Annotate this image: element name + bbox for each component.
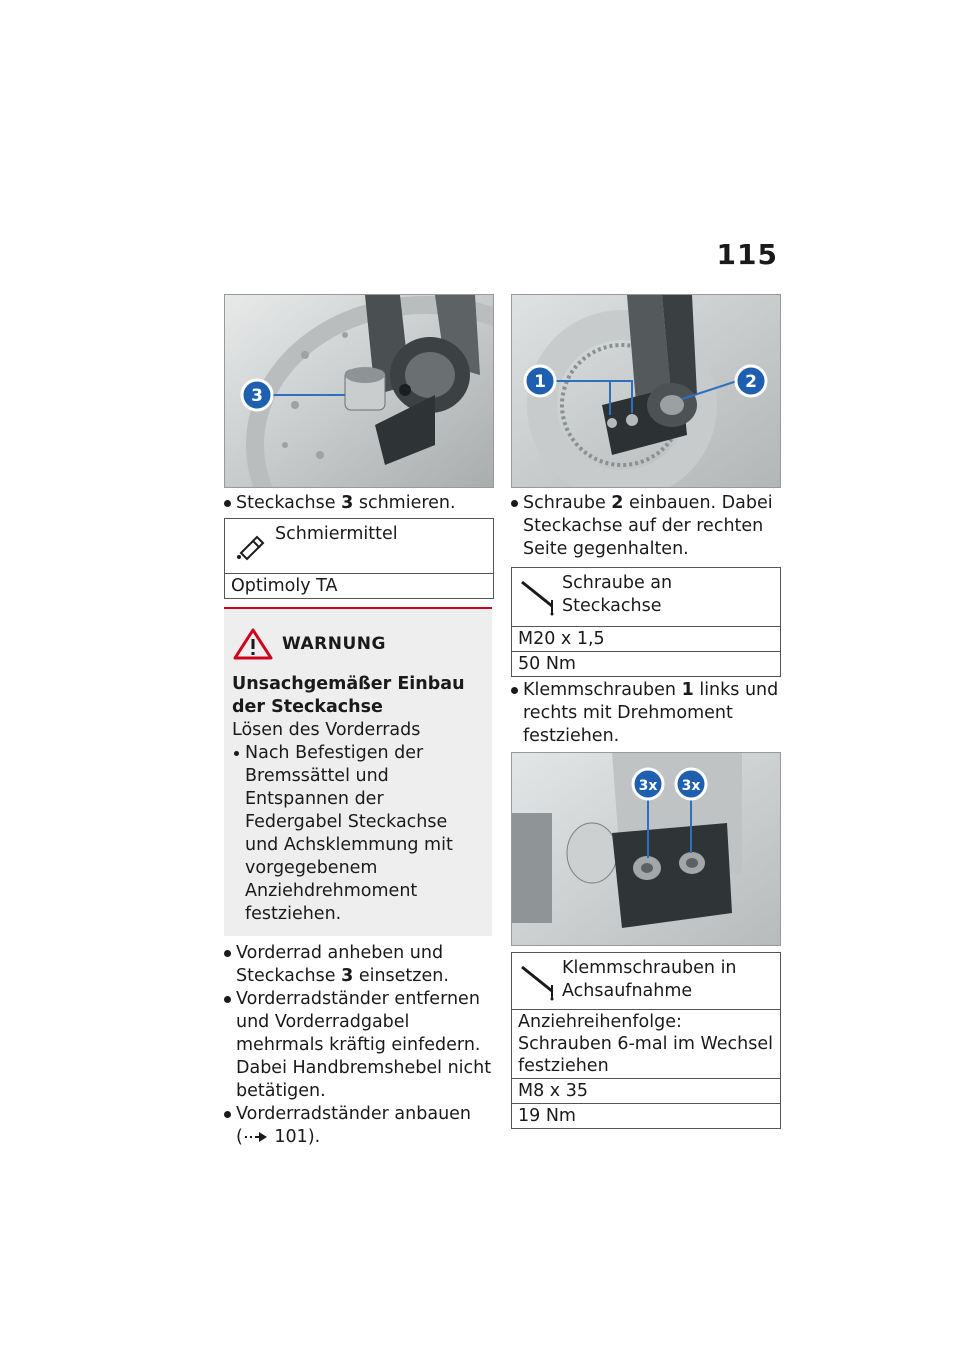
lubricant-header: Schmiermittel	[275, 524, 398, 544]
torque-table-axle-screw-size: M20 x 1,5	[512, 627, 780, 652]
warning-line: Lösen des Vorderrads	[232, 720, 421, 740]
warning-triangle-icon	[232, 627, 274, 661]
torque-table-clamp-size: M8 x 35	[512, 1079, 780, 1104]
step-tighten-clamp-screws: Klemmschrauben 1 links und rechts mit Drehmoment festziehen.	[511, 679, 779, 748]
torque-table-clamp-header: Klemmschrauben in Achsaufnahme	[562, 958, 737, 1001]
callout-1: 1	[534, 372, 546, 392]
page-reference-arrow-icon	[243, 1130, 269, 1144]
photo-clamp-screws	[511, 752, 781, 946]
step-remove-stand: Vorderradständer entfernen und Vorderradgabel mehrmals kräftig einfedern. Dabei Handbremshebel nicht betätigen.	[224, 988, 492, 1103]
callout-2: 2	[745, 372, 757, 392]
photo-axle-lubrication	[224, 294, 494, 488]
left-column	[224, 492, 492, 1149]
torque-table-axle-screw-header: Schraube an Steckachse	[562, 573, 673, 616]
torque-table-axle-screw	[511, 567, 781, 677]
torque-wrench-icon	[518, 576, 558, 616]
step-lubricate-axle: Steckachse 3 schmieren.	[224, 492, 492, 515]
callout-3x-right: 3x	[681, 778, 701, 794]
photo-axle-screws	[511, 294, 781, 488]
warning-title: WARNUNG	[282, 633, 386, 654]
lubricant-table	[224, 518, 494, 599]
warning-subtitle: Unsachgemäßer Einbau der Steckachse	[232, 674, 465, 717]
step-mount-stand: Vorderradständer anbauen ( 101).	[224, 1103, 492, 1149]
torque-table-clamp-screws	[511, 952, 781, 1129]
page-number: 115	[716, 238, 778, 271]
step-install-screw: Schraube 2 einbauen. Dabei Steckachse auf der rechten Seite gegenhalten.	[511, 492, 779, 561]
torque-wrench-icon	[518, 961, 558, 1001]
torque-table-axle-screw-torque: 50 Nm	[518, 654, 576, 674]
lubricant-icon	[231, 527, 271, 567]
right-column-bottom	[511, 952, 779, 1129]
torque-table-clamp-torque: 19 Nm	[518, 1106, 576, 1126]
right-column-top	[511, 492, 779, 748]
warning-box	[224, 607, 492, 936]
lubricant-value: Optimoly TA	[231, 576, 338, 596]
callout-3x-left: 3x	[638, 778, 658, 794]
step-insert-axle: Vorderrad anheben und Steckachse 3 einsetzen.	[224, 942, 492, 988]
callout-3: 3	[251, 386, 263, 406]
page-reference[interactable]: 101	[274, 1127, 308, 1147]
torque-table-clamp-sequence: Anziehreihenfolge: Schrauben 6-mal im Wechsel festziehen	[512, 1010, 780, 1079]
warning-instruction: Nach Befestigen der Bremssättel und Entspannen der Federgabel Steckachse und Achsklemmung mit vorgegebenem Anziehdrehmoment festziehen.	[232, 742, 486, 926]
